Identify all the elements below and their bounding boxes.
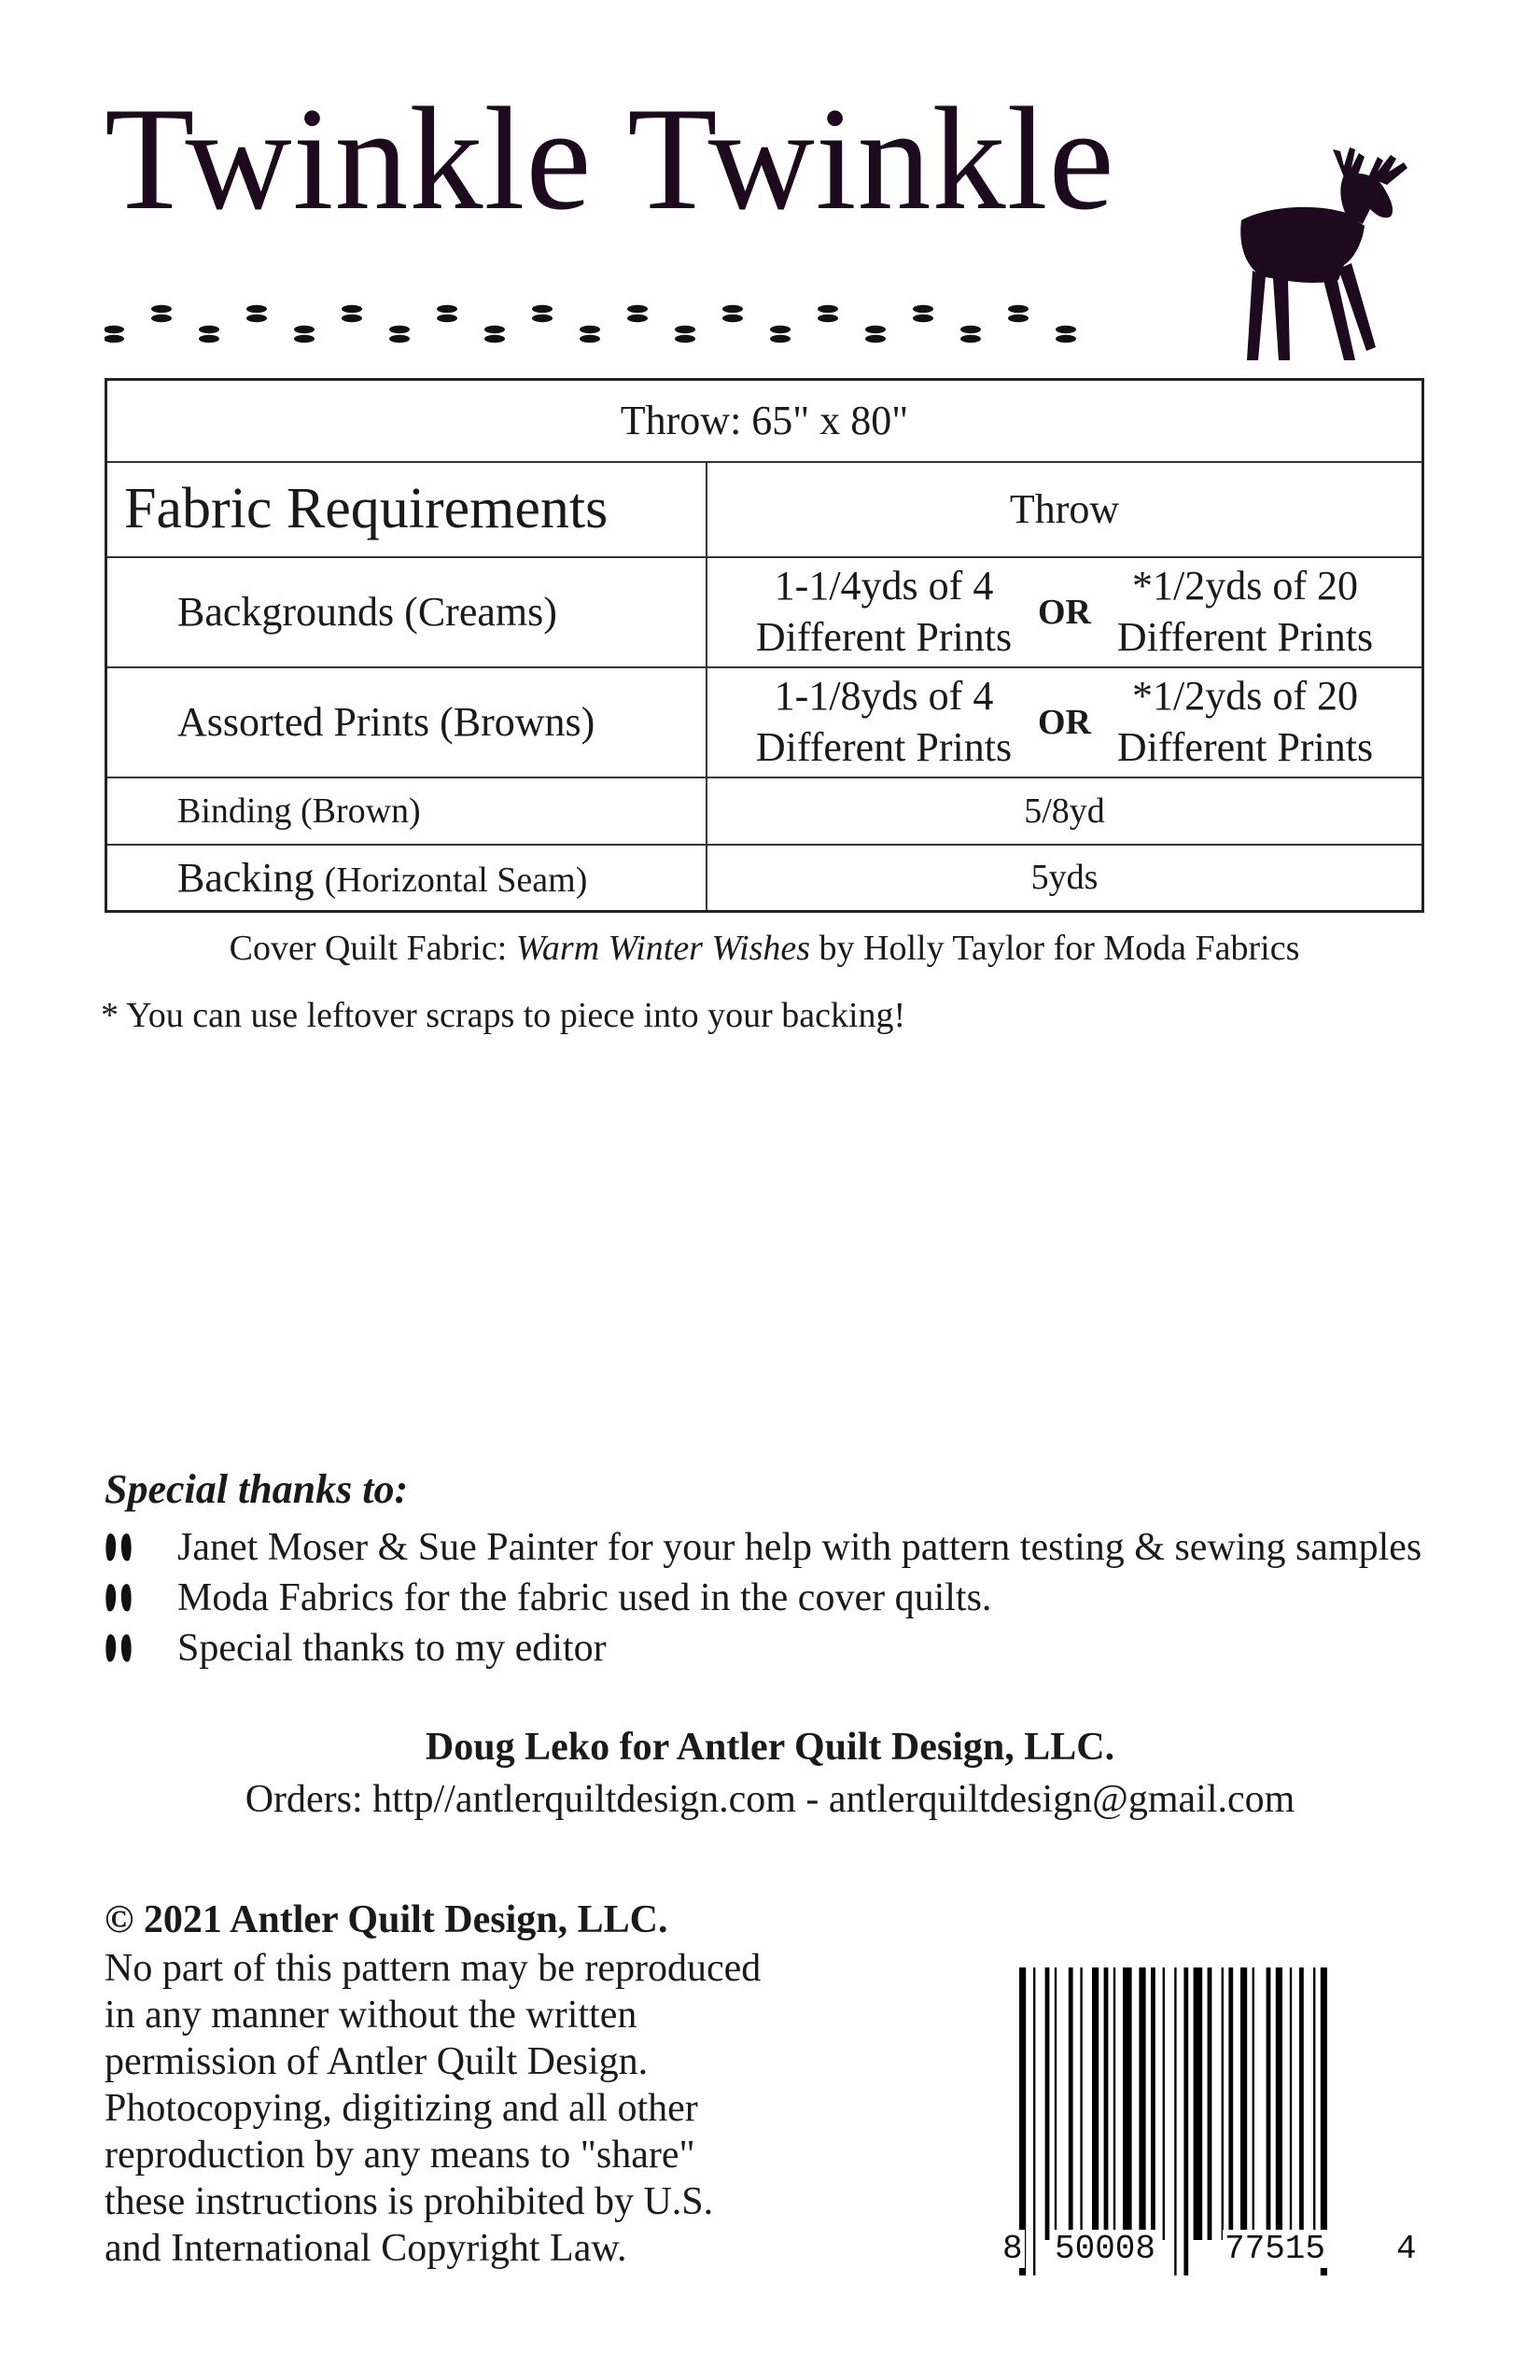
hoof-track-icon — [580, 326, 600, 343]
throw-column-heading: Throw — [707, 462, 1423, 557]
hoof-track-icon — [1056, 326, 1076, 343]
or-label: OR — [1038, 592, 1091, 632]
fabric-requirements-table — [105, 378, 1424, 913]
hoof-track-icon — [722, 305, 743, 322]
barcode-bar — [1045, 1967, 1050, 2240]
copyright-notice: © 2021 Antler Quilt Design, LLC. — [105, 1898, 668, 1941]
option-twenty-prints: *1/2yds of 20 Different Prints — [1116, 563, 1374, 660]
list-item — [105, 1525, 1421, 1570]
fabric-line-name: Warm Winter Wishes — [515, 929, 811, 968]
thanks-heading: Special thanks to: — [105, 1466, 409, 1512]
row-label: Backgrounds (Creams) — [106, 557, 707, 667]
hoof-print-icon — [105, 1581, 133, 1615]
hoof-track-icon — [246, 305, 267, 322]
row-label-note: (Horizontal Seam) — [324, 860, 588, 900]
hoof-track-icon — [437, 305, 457, 322]
thanks-text: Special thanks to my editor — [177, 1627, 607, 1670]
barcode-bar — [1151, 1967, 1155, 2240]
row-value: 5/8yd — [707, 777, 1423, 845]
barcode-bar — [1123, 1967, 1132, 2240]
barcode-number — [999, 2230, 1419, 2267]
or-label: OR — [1038, 702, 1091, 742]
barcode-bar — [1290, 1967, 1292, 2240]
hoof-track-icon — [105, 326, 124, 343]
option-four-prints: 1-1/4yds of 4 Different Prints — [755, 563, 1013, 660]
barcode-bar — [1092, 1967, 1099, 2240]
hoof-track-icon — [199, 326, 219, 343]
barcode-bar — [1222, 1967, 1224, 2240]
barcode-bar — [1240, 1967, 1247, 2240]
cover-fabric-note: Cover Quilt Fabric: Warm Winter Wishes by Holly Taylor for Moda Fabrics — [229, 929, 1300, 968]
quilt-size-cell: Throw: 65" x 80" — [106, 380, 1423, 462]
moose-icon — [1204, 140, 1428, 364]
barcode-bar — [1055, 1967, 1057, 2240]
barcode-digits-left: 50008 — [1055, 2230, 1156, 2268]
barcode-bar — [1104, 1967, 1109, 2240]
barcode-bar — [1194, 1967, 1203, 2240]
hoof-track-icon — [865, 326, 886, 343]
page-title: Twinkle Twinkle — [105, 77, 1115, 241]
legal-notice: No part of this pattern may be reproduced in any manner without the written permission of Antler Quilt Design. Photocopying, digitizing and all other reproduction by any means to "share" these instructions is prohibited by U.S. and International Copyright Law. — [105, 1947, 762, 2270]
row-value: 5yds — [707, 845, 1423, 912]
row-label: Backing — [177, 854, 315, 901]
hoof-track-icon — [818, 305, 838, 322]
barcode-digit-last: 4 — [1396, 2230, 1417, 2268]
option-twenty-prints: *1/2yds of 20 Different Prints — [1116, 673, 1374, 770]
hoof-track-icon — [960, 326, 981, 343]
table-row — [106, 667, 1423, 777]
requirements-heading: Fabric Requirements — [106, 462, 707, 557]
thanks-text: Moda Fabrics for the fabric used in the cover quilts. — [177, 1576, 992, 1619]
barcode-bar — [1267, 1967, 1271, 2240]
option-four-prints: 1-1/8yds of 4 Different Prints — [755, 673, 1013, 770]
thanks-text: Janet Moser & Sue Painter for your help with pattern testing & sewing samples — [177, 1526, 1422, 1569]
table-row — [106, 557, 1423, 667]
barcode-bar — [1228, 1967, 1233, 2240]
hoof-track-icon — [484, 326, 505, 343]
barcode-bar — [1253, 1967, 1254, 2240]
barcode-bar — [1276, 1967, 1282, 2240]
barcode-bar — [1208, 1967, 1212, 2240]
row-label: Assorted Prints (Browns) — [106, 667, 707, 777]
hoof-track-icon — [627, 305, 648, 322]
table-row — [106, 845, 1423, 912]
hoof-track-icon — [532, 305, 553, 322]
hoof-track-icon — [1008, 305, 1029, 322]
designer-credit: Doug Leko for Antler Quilt Design, LLC. — [425, 1726, 1115, 1769]
hoof-track-icon — [913, 305, 933, 322]
hoof-track-icon — [389, 326, 410, 343]
barcode-bar — [1069, 1967, 1073, 2240]
hoof-print-icon — [105, 1531, 133, 1564]
row-label: Binding (Brown) — [106, 777, 707, 845]
barcode-bar — [1139, 1967, 1145, 2240]
hoof-track-icon — [675, 326, 695, 343]
barcode-bar — [1080, 1967, 1082, 2240]
barcode-bar — [1113, 1967, 1115, 2240]
table-row — [106, 777, 1423, 845]
hoof-track-icon — [151, 305, 172, 322]
barcode-bar — [1313, 1967, 1315, 2240]
hoof-track-icon — [294, 326, 315, 343]
scrap-footnote: * You can use leftover scraps to piece into your backing! — [101, 996, 906, 1035]
barcode-bar — [1163, 1967, 1165, 2240]
barcode-digits-right: 77515 — [1225, 2230, 1326, 2268]
barcode-bar — [1299, 1967, 1304, 2240]
hoof-tracks-decoration — [105, 297, 1113, 353]
hoof-track-icon — [342, 305, 362, 322]
hoof-print-icon — [105, 1631, 133, 1665]
orders-contact: Orders: http//antlerquiltdesign.com - antlerquiltdesign@gmail.com — [245, 1778, 1295, 1821]
list-item — [105, 1575, 991, 1620]
hoof-track-icon — [770, 326, 791, 343]
list-item — [105, 1626, 607, 1671]
barcode-digit-first: 8 — [1002, 2230, 1023, 2268]
